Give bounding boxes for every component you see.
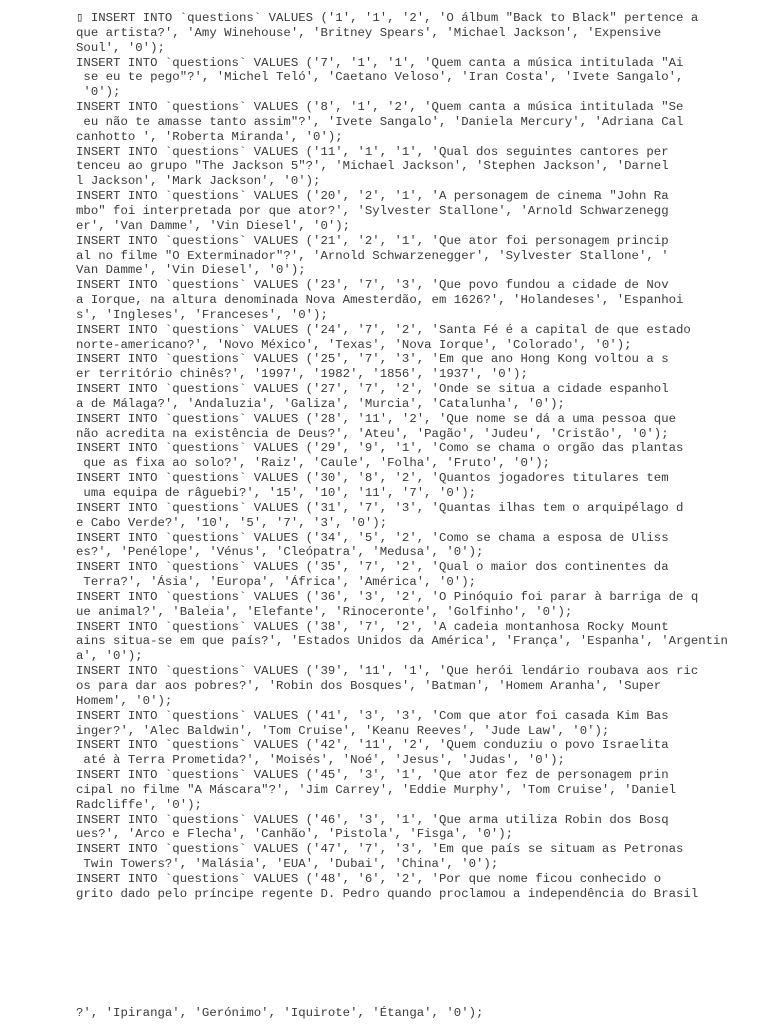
sql-line: INSERT INTO `questions` VALUES ('39', '11', '1', 'Que herói lendário roubava aos ric [76,664,699,679]
sql-line: Twin Towers?', 'Malásia', 'EUA', 'Dubai', 'China', '0'); [76,857,499,872]
sql-line: não acredita na existência de Deus?', 'Ateu', 'Pagão', 'Judeu', 'Cristão', '0'); [76,426,669,441]
sql-line: Radcliffe', '0'); [76,797,202,812]
sql-line: INSERT INTO `questions` VALUES ('36', '3', '2', 'O Pinóquio foi parar à barriga de q [76,589,699,604]
sql-line: se eu te pego"?', 'Michel Teló', 'Caetano Veloso', 'Iran Costa', 'Ivete Sangalo', [76,70,684,85]
sql-line: INSERT INTO `questions` VALUES ('27', '7', '2', 'Onde se situa a cidade espanhol [76,382,669,397]
sql-line: Homem', '0'); [76,693,173,708]
sql-line: ▯ INSERT INTO `questions` VALUES ('1', '1', '2', 'O álbum "Back to Black" pertence a [76,11,699,25]
sql-line: ains situa-se em que país?', 'Estados Unidos da América', 'França', 'Espanha', 'Argentin [76,634,728,649]
sql-line: INSERT INTO `questions` VALUES ('48', '6', '2', 'Por que nome ficou conhecido o [76,871,662,886]
sql-line: INSERT INTO `questions` VALUES ('28', '11', '2', 'Que nome se dá a uma pessoa que [76,411,677,426]
sql-line: INSERT INTO `questions` VALUES ('31', '7', '3', 'Quantas ilhas tem o arquipélago d [76,500,684,515]
sql-line: e Cabo Verde?', '10', '5', '7', '3', '0'); [76,515,388,530]
sql-line: INSERT INTO `questions` VALUES ('8', '1', '2', 'Quem canta a música intitulada "Se [76,100,684,115]
sql-line: INSERT INTO `questions` VALUES ('42', '11', '2', 'Quem conduziu o povo Israelita [76,738,669,753]
sql-line: que as fixa ao solo?', 'Raiz', 'Caule', 'Folha', 'Fruto', '0'); [76,456,551,471]
sql-line: inger?', 'Alec Baldwin', 'Tom Cruise', 'Keanu Reeves', 'Jude Law', '0'); [76,723,610,738]
sql-line: uma equipa de râguebi?', '15', '10', '11', '7', '0'); [76,486,477,500]
sql-line: INSERT INTO `questions` VALUES ('21', '2', '1', 'Que ator foi personagem princip [76,233,669,248]
sql-line: grito dado pelo príncipe regente D. Pedro quando proclamou a independência do Brasil [76,886,699,901]
sql-line: es?', 'Penélope', 'Vénus', 'Cleópatra', 'Medusa', '0'); [76,545,484,560]
sql-line: INSERT INTO `questions` VALUES ('25', '7', '3', 'Em que ano Hong Kong voltou a s [76,352,669,367]
sql-line: al no filme "O Exterminador"?', 'Arnold Schwarzenegger', 'Sylvester Stallone', ' [76,248,669,263]
sql-line: INSERT INTO `questions` VALUES ('35', '7', '2', 'Qual o maior dos continentes da [76,560,669,575]
sql-line: mbo" foi interpretada por que ator?', 'Sylvester Stallone', 'Arnold Schwarzenegg [76,203,669,218]
sql-line: er território chinês?', '1997', '1982', '1856', '1937', '0'); [76,367,528,382]
sql-line: s', 'Ingleses', 'Franceses', '0'); [76,307,328,322]
sql-line: INSERT INTO `questions` VALUES ('47', '7', '3', 'Em que país se situam as Petronas [76,842,684,857]
sql-line: INSERT INTO `questions` VALUES ('41', '3', '3', 'Com que ator foi casada Kim Bas [76,708,669,723]
sql-line: tenceu ao grupo "The Jackson 5"?', 'Michael Jackson', 'Stephen Jackson', 'Darnel [76,159,669,174]
sql-line: INSERT INTO `questions` VALUES ('30', '8', '2', 'Quantos jogadores titulares tem [76,471,669,486]
sql-line: INSERT INTO `questions` VALUES ('24', '7', '2', 'Santa Fé é a capital de que estado [76,322,691,337]
sql-line: er', 'Van Damme', 'Vin Diesel', '0'); [76,218,351,233]
sql-line: l Jackson', 'Mark Jackson', '0'); [76,174,321,189]
sql-line: canhotto ', 'Roberta Miranda', '0'); [76,129,343,144]
sql-document-body [76,11,766,902]
sql-line: INSERT INTO `questions` VALUES ('29', '9', '1', 'Como se chama o orgão das plantas [76,441,684,456]
sql-line: INSERT INTO `questions` VALUES ('38', '7', '2', 'A cadeia montanhosa Rocky Mount [76,619,669,634]
sql-line: os para dar aos pobres?', 'Robin dos Bosques', 'Batman', 'Homem Aranha', 'Super [76,678,662,693]
sql-line: a Iorque, na altura denominada Nova Amesterdão, em 1626?', 'Holandeses', 'Espanhoi [76,293,684,308]
sql-line: INSERT INTO `questions` VALUES ('45', '3', '1', 'Que ator fez de personagem prin [76,768,669,783]
sql-line: eu não te amasse tanto assim"?', 'Ivete Sangalo', 'Daniela Mercury', 'Adriana Cal [76,114,684,129]
sql-line: INSERT INTO `questions` VALUES ('34', '5', '2', 'Como se chama a esposa de Uliss [76,530,669,545]
sql-line: Soul', '0'); [76,40,165,55]
sql-line: ue animal?', 'Baleia', 'Elefante', 'Rinoceronte', 'Golfinho', '0'); [76,604,573,619]
sql-line: norte-americano?', 'Novo México', 'Texas', 'Nova Iorque', 'Colorado', '0'); [76,337,632,352]
sql-line: a de Málaga?', 'Andaluzia', 'Galiza', 'Murcia', 'Catalunha', '0'); [76,396,565,411]
sql-line: INSERT INTO `questions` VALUES ('23', '7', '3', 'Que povo fundou a cidade de Nov [76,278,669,293]
sql-line: '0'); [76,85,121,100]
sql-line: Van Damme', 'Vin Diesel', '0'); [76,263,306,278]
sql-line: Terra?', 'Ásia', 'Europa', 'África', 'América', '0'); [76,575,477,590]
sql-line: INSERT INTO `questions` VALUES ('20', '2', '1', 'A personagem de cinema "John Ra [76,189,669,204]
sql-line: cipal no filme "A Máscara"?', 'Jim Carrey', 'Eddie Murphy', 'Tom Cruise', 'Daniel [76,782,677,797]
sql-line: INSERT INTO `questions` VALUES ('7', '1', '1', 'Quem canta a música intitulada "Ai [76,55,684,70]
sql-line: a', '0'); [76,649,143,664]
sql-line: INSERT INTO `questions` VALUES ('11', '1', '1', 'Qual dos seguintes cantores per [76,144,669,159]
sql-document-tail-line: ?', 'Ipiranga', 'Gerónimo', 'Iquirote', 'Étanga', '0'); [76,1006,484,1020]
sql-line: que artista?', 'Amy Winehouse', 'Britney Spears', 'Michael Jackson', 'Expensive [76,25,662,40]
sql-line: até à Terra Prometida?', 'Moisés', 'Noé', 'Jesus', 'Judas', '0'); [76,753,565,768]
sql-line: ues?', 'Arco e Flecha', 'Canhão', 'Pistola', 'Fisga', '0'); [76,827,514,842]
sql-line: INSERT INTO `questions` VALUES ('46', '3', '1', 'Que arma utiliza Robin dos Bosq [76,812,669,827]
